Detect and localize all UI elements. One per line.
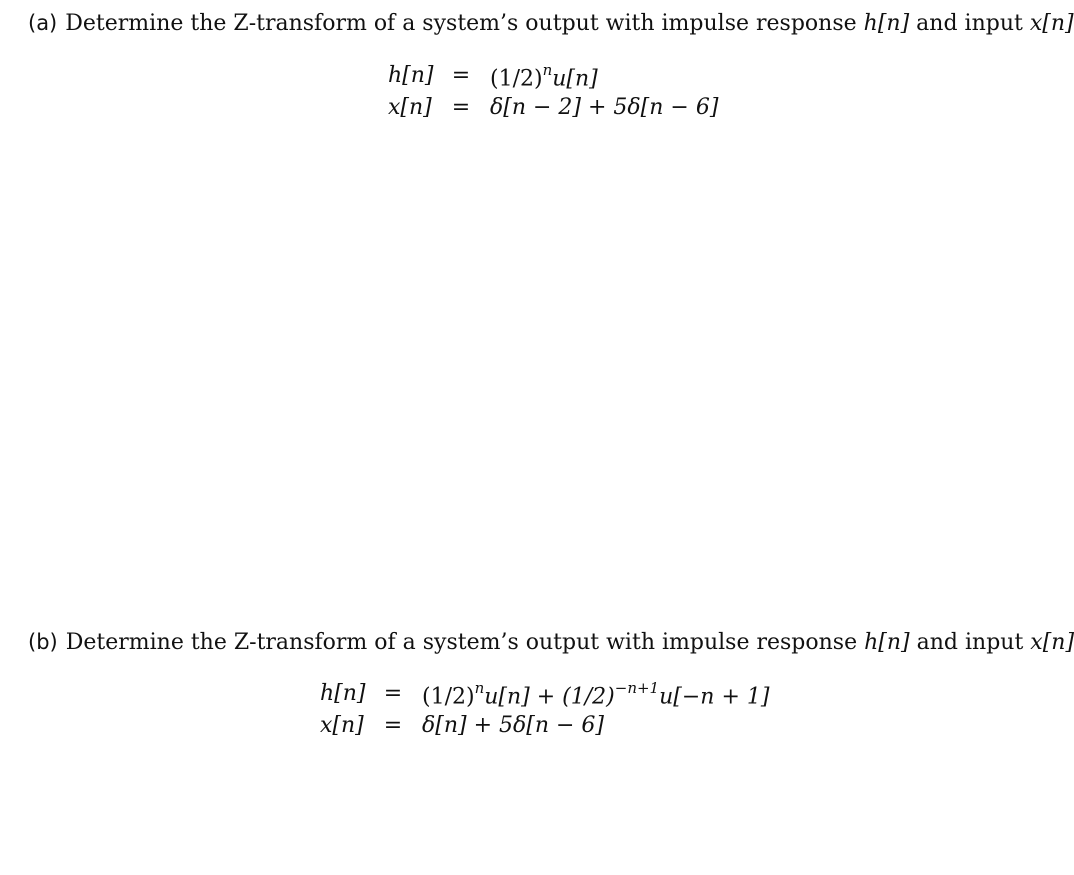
- x-symbol-b: x[n]: [1030, 630, 1074, 655]
- rhs-tail: u[n]: [552, 66, 598, 92]
- eq-rhs: δ[n − 2] + 5δ[n − 6]: [490, 95, 719, 120]
- eq-lhs: x[n]: [388, 95, 432, 120]
- equation-x-b: [320, 710, 769, 742]
- part-label-a: (a): [28, 11, 58, 35]
- eq-sign: =: [451, 63, 471, 88]
- rhs-base: (1/2): [422, 684, 475, 710]
- eq-lhs: h[n]: [388, 63, 434, 88]
- x-symbol-a: x[n]: [1029, 11, 1074, 36]
- rhs-base: (1/2): [490, 66, 543, 92]
- eq-sign: =: [451, 95, 471, 120]
- eq-lhs: h[n]: [320, 681, 366, 706]
- equations-b: [320, 678, 769, 742]
- equation-h-b: [320, 678, 769, 710]
- h-symbol-a: h[n]: [863, 11, 910, 36]
- eq-sign: =: [383, 681, 403, 706]
- problem-statement-b: [28, 628, 1074, 657]
- joiner-b: and input: [916, 630, 1024, 655]
- eq-rhs: δ[n] + 5δ[n − 6]: [422, 713, 604, 738]
- problem-statement-a: [28, 9, 1074, 38]
- eq-sign: =: [383, 713, 403, 738]
- h-symbol-b: h[n]: [864, 630, 910, 655]
- rhs-tail: u[−n + 1]: [659, 684, 770, 710]
- statement-text-a: Determine the Z-transform of a system’s output with impulse response: [65, 11, 857, 36]
- joiner-a: and input: [916, 11, 1023, 36]
- rhs-mid: u[n] + (1/2): [484, 684, 615, 710]
- equations-a: [388, 60, 718, 124]
- eq-rhs: [490, 56, 598, 95]
- equation-h-a: [388, 60, 718, 92]
- rhs-exponent: −n+1: [614, 679, 660, 698]
- eq-lhs: x[n]: [320, 713, 364, 738]
- statement-text-b: Determine the Z-transform of a system’s output with impulse response: [65, 630, 858, 655]
- rhs-exponent: n: [474, 679, 485, 698]
- eq-rhs: [422, 674, 769, 713]
- equation-x-a: [388, 92, 718, 124]
- part-label-b: (b): [28, 630, 58, 654]
- rhs-exponent: n: [542, 61, 553, 80]
